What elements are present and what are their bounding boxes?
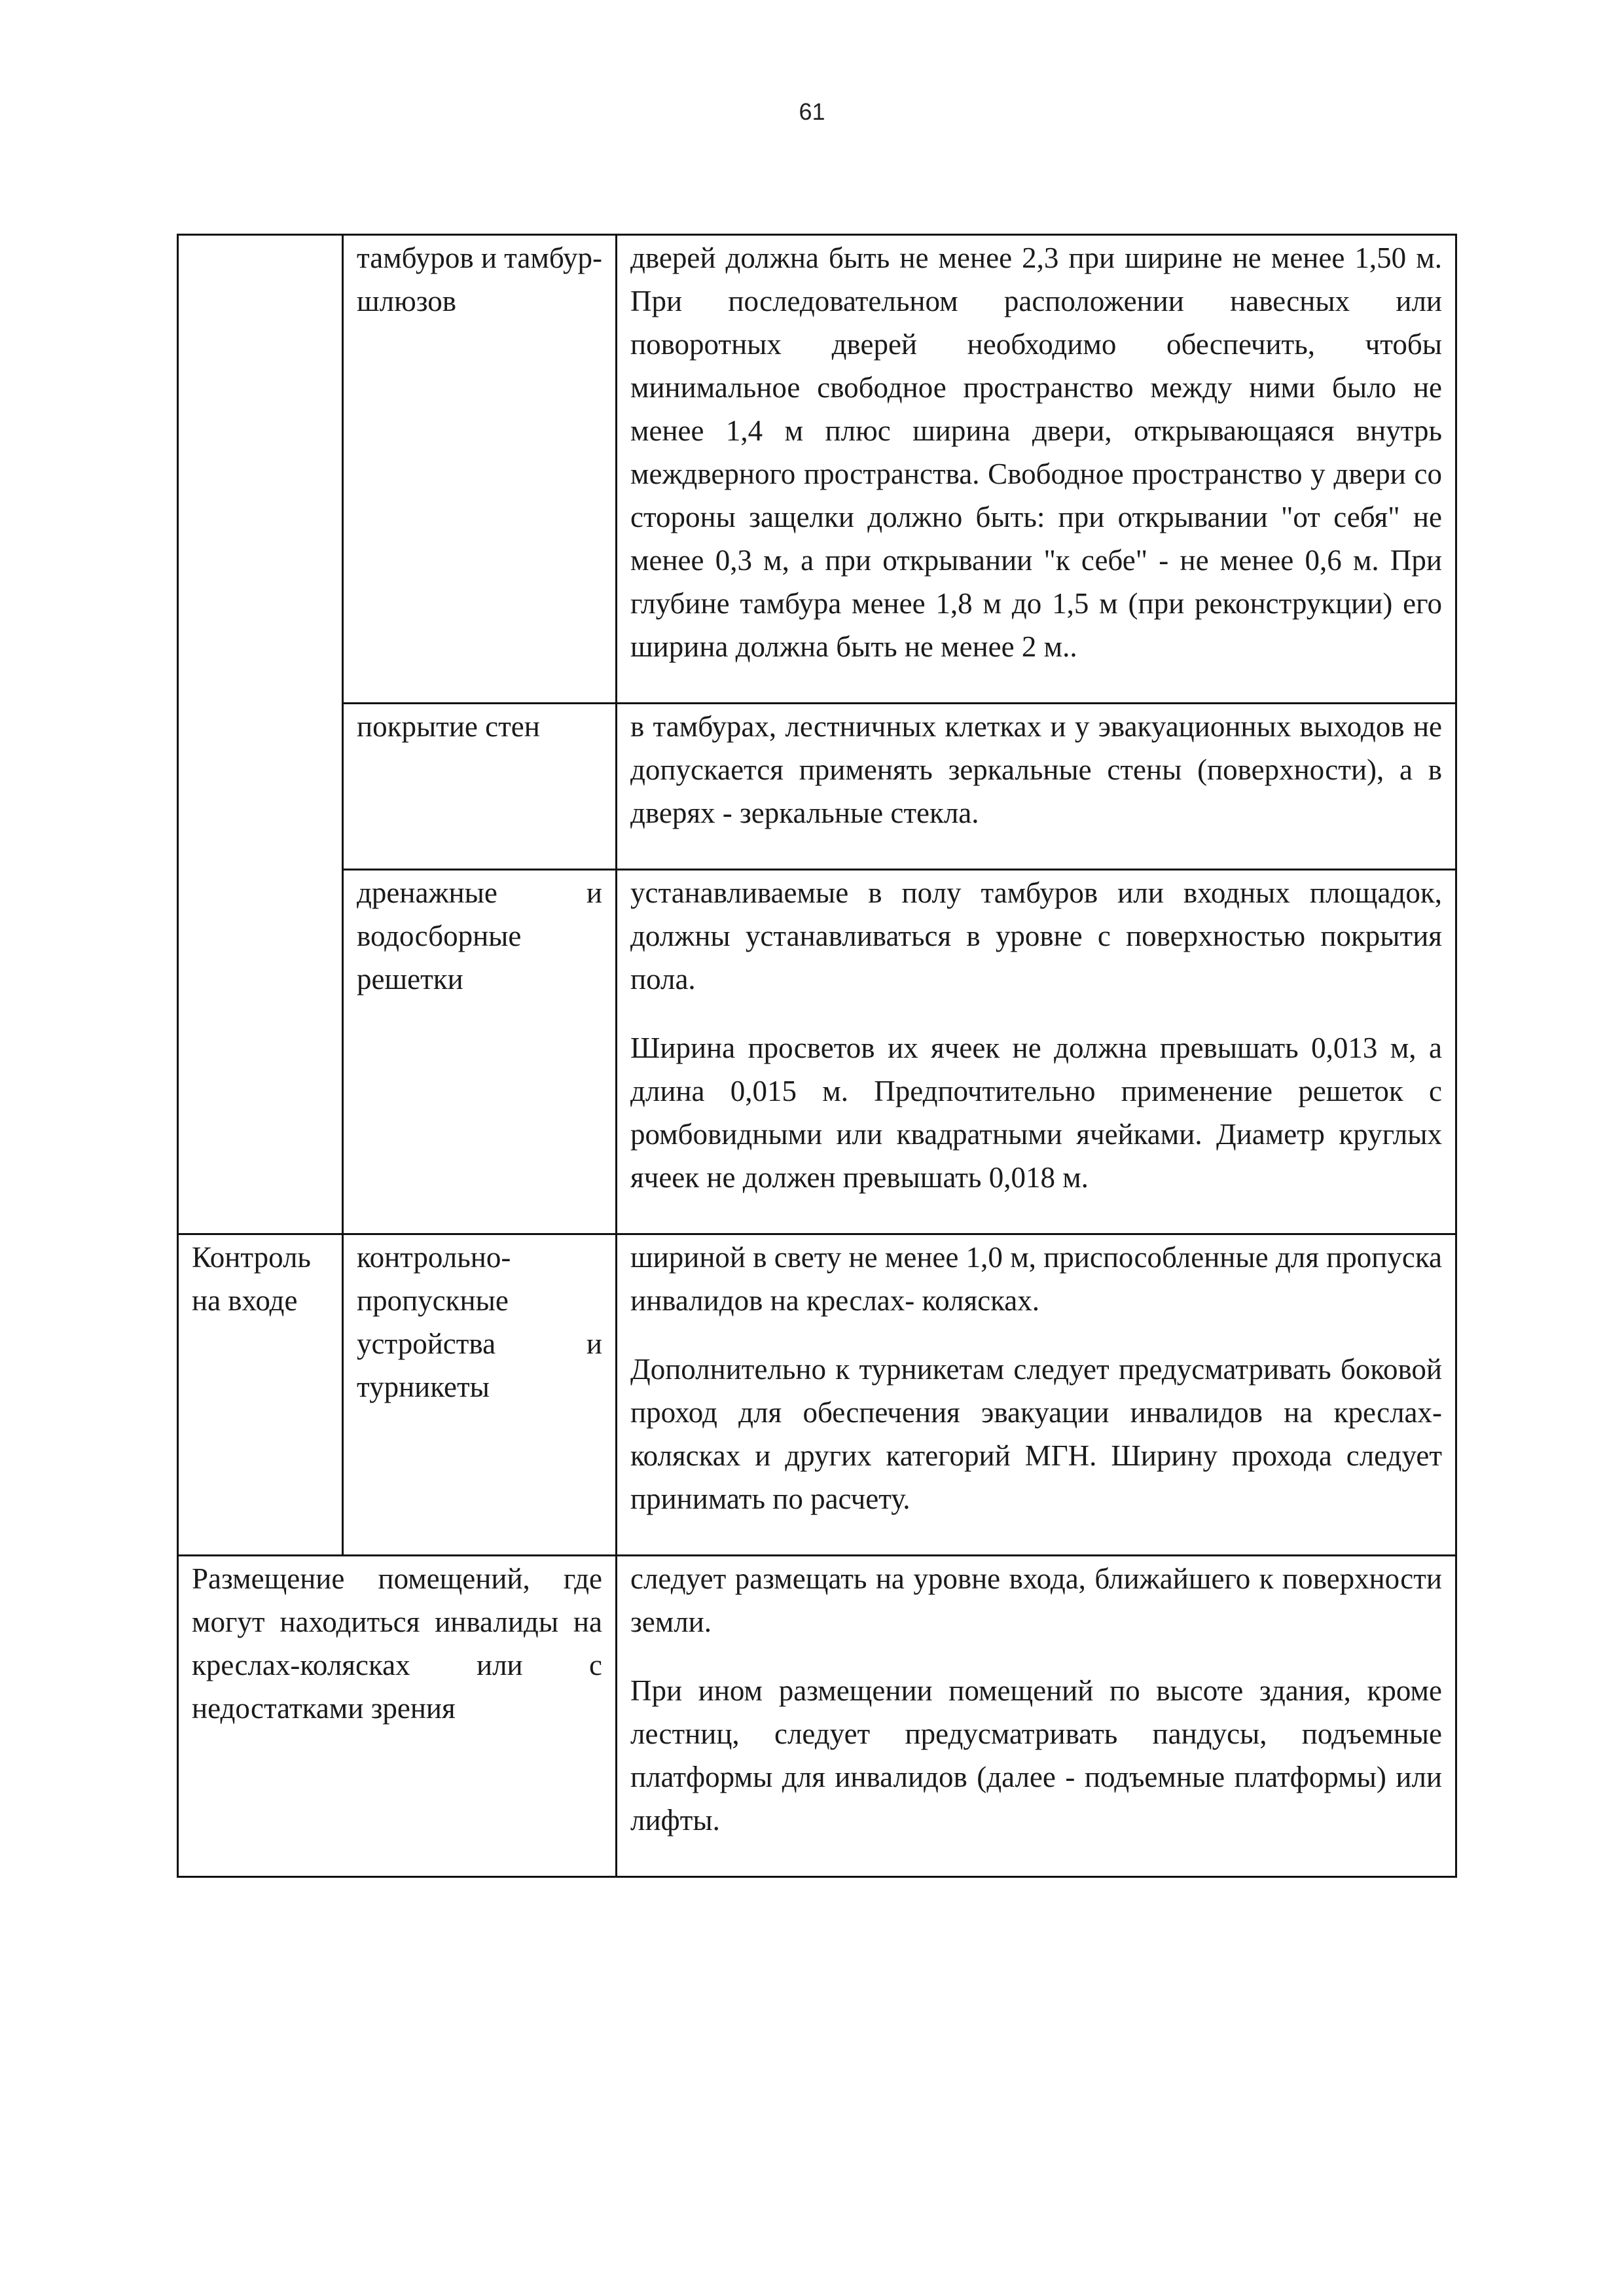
requirement-cell [617,235,1456,704]
item-cell [343,704,617,870]
table-row [178,704,1456,870]
requirement-text: устанавливаемые в полу тамбуров или входных площадок, должны устанавливаться в уровне с поверхностью покрытия пола. [630,876,1442,996]
item-cell [343,870,617,1234]
page-number: 61 [799,98,825,125]
table-row [178,235,1456,704]
requirement-text: При ином размещении помещений по высоте здания, кроме лестниц, следует предусматривать пандусы, подъемные платформы для инвалидов (далее - подъемные платформы) или лифты. [630,1674,1442,1837]
requirement-text: Дополнительно к турникетам следует предусматривать боковой проход для обеспечения эвакуации инвалидов на креслах-колясках и других категорий МГН. Ширину прохода следует принимать по расчету. [630,1353,1442,1515]
item-label: контрольно-пропускные устройства и турникеты [357,1241,602,1403]
requirement-text: шириной в свету не менее 1,0 м, приспособленные для пропуска инвалидов на креслах- колясках. [630,1241,1442,1317]
table-row [178,870,1456,1234]
requirement-cell [617,704,1456,870]
requirement-cell [617,1234,1456,1556]
item-label: тамбуров и тамбур-шлюзов [357,242,603,317]
requirements-table [177,234,1457,1878]
requirement-text: Ширина просветов их ячеек не должна превышать 0,013 м, а длина 0,015 м. Предпочтительно применение решеток с ромбовидными или квадратными ячейками. Диаметр круглых ячеек не должен превышать 0,018 м. [630,1031,1442,1194]
item-cell [343,235,617,704]
requirement-cell [617,870,1456,1234]
section-label: Размещение помещений, где могут находиться инвалиды на креслах-колясках или с недостатками зрения [192,1562,602,1725]
item-label: дренажные и водосборные решетки [357,876,602,996]
requirement-text: дверей должна быть не менее 2,3 при ширине не менее 1,50 м. При последовательном расположении навесных или поворотных дверей необходимо обеспечить, чтобы минимальное свободное пространство между ними было не менее 1,4 м плюс ширина двери, открывающаяся внутрь междверного пространства. Свободное пространство у двери со стороны защелки должно быть: при открывании "от себя" не менее 0,3 м, а при открывании "к себе" - не менее 0,6 м. При глубине тамбура менее 1,8 м до 1,5 м (при реконструкции) его ширина должна быть не менее 2 м.. [630,242,1442,663]
requirement-text: в тамбурах, лестничных клетках и у эвакуационных выходов не допускается применять зеркальные стены (поверхности), а в дверях - зеркальные стекла. [630,710,1442,829]
section-label: Контроль на входе [192,1241,311,1317]
table-row [178,1234,1456,1556]
requirement-cell [617,1556,1456,1877]
requirement-text: следует размещать на уровне входа, ближайшего к поверхности земли. [630,1562,1442,1638]
section-cell [178,1234,343,1556]
section-cell [178,235,343,1234]
merged-section-cell [178,1556,617,1877]
item-label: покрытие стен [357,710,540,743]
table-row [178,1556,1456,1877]
item-cell [343,1234,617,1556]
